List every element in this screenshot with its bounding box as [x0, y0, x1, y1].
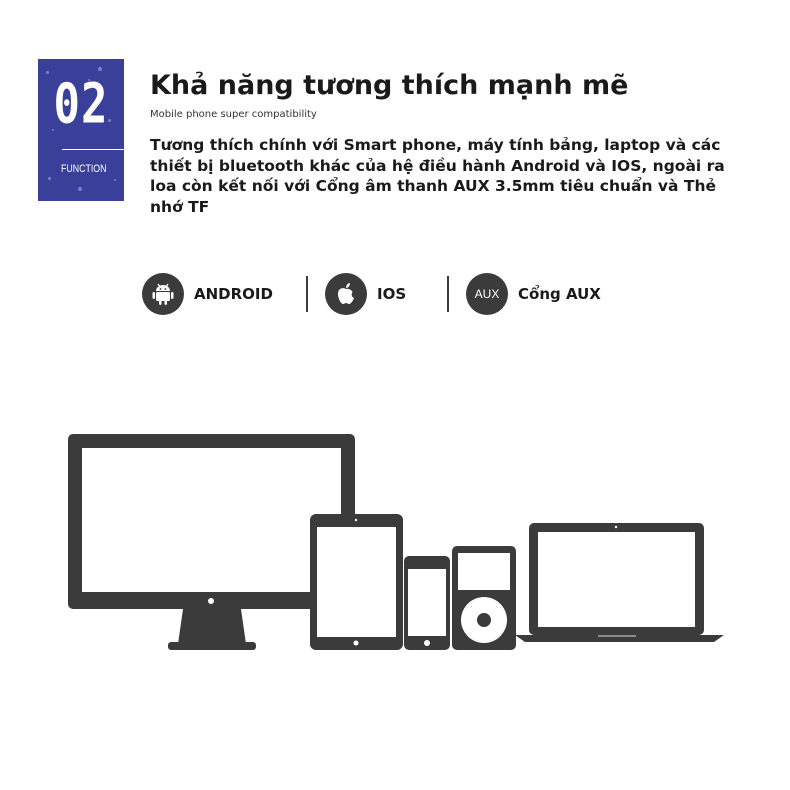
- compat-label-ios: IOS: [377, 285, 407, 303]
- compat-label-aux: Cổng AUX: [518, 285, 601, 303]
- aux-icon: [466, 273, 508, 315]
- divider: [306, 276, 308, 312]
- compat-item-aux: [466, 272, 601, 316]
- badge-label: FUNCTION: [61, 163, 107, 175]
- android-icon: [142, 273, 184, 315]
- tablet-icon: [310, 514, 403, 650]
- compat-item-android: [142, 272, 273, 316]
- description-text: Tương thích chính với Smart phone, máy tính bảng, laptop và các thiết bị bluetooth khác của hệ điều hành Android và IOS, ngoài ra loa còn kết nối với Cổng âm thanh AUX 3.5mm tiêu chuẩn và Thẻ nhớ TF: [150, 136, 725, 216]
- smartphone-icon: [404, 556, 450, 650]
- compat-item-ios: [325, 272, 406, 316]
- compat-label-android: ANDROID: [194, 285, 273, 303]
- devices-illustration: [0, 420, 790, 670]
- laptop-icon: [515, 523, 724, 642]
- function-badge: [38, 59, 124, 201]
- page-subtitle: Mobile phone super compatibility: [150, 109, 317, 120]
- badge-divider: [62, 149, 124, 150]
- music-player-icon: [452, 546, 516, 650]
- badge-number: 02: [53, 72, 109, 137]
- compatibility-row: [0, 272, 790, 316]
- aux-icon-text: AUX: [474, 287, 500, 301]
- divider: [447, 276, 449, 312]
- page-title: Khả năng tương thích mạnh mẽ: [150, 70, 629, 101]
- apple-icon: [325, 273, 367, 315]
